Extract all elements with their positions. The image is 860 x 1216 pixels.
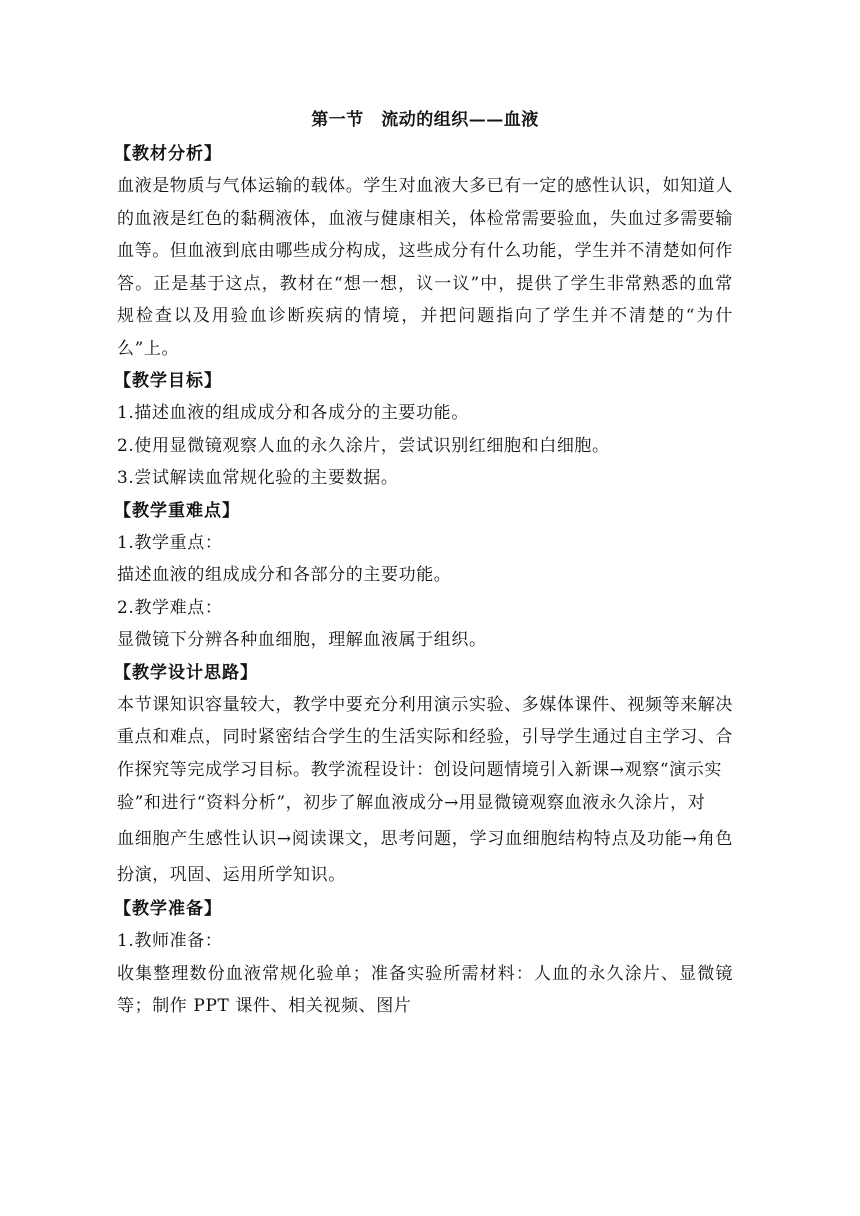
- focus-label: 1.教学重点：: [117, 532, 223, 553]
- difficulty-label: 2.教学难点：: [117, 597, 223, 618]
- goal-item-3: 3.尝试解读血常规化验的主要数据。: [117, 468, 399, 488]
- goal-item-1: 1.描述血液的组成成分和各成分的主要功能。: [117, 403, 469, 423]
- teacher-prep-text: 收集整理数份血液常规化验单；准备实验所需材料：人血的永久涂片、显微镜等；制作 PPT 课件、相关视频、图片: [117, 963, 733, 1016]
- teacher-prep-label: 1.教师准备：: [117, 931, 223, 951]
- heading-preparation: 【教学准备】: [114, 899, 222, 919]
- analysis-paragraph: 血液是物质与气体运输的载体。学生对血液大多已有一定的感性认识，如知道人的血液是红色的黏稠液体，血液与健康相关，体检常需要验血，失血过多需要输血等。但血液到底由哪些成分构成，这些成分有什么功能，学生并不清楚如何作答。正是基于这点，教材在“想一想，议一议”中，提供了学生非常熟悉的血常规检查以及用验血诊断疾病的情境，并把问题指向了学生并不清楚的“为什么”上。: [117, 176, 733, 359]
- design-paragraph-b: 验”和进行“资料分析”，初步了解血液成分→用显微镜观察血液永久涂片，对: [117, 793, 706, 813]
- goal-item-2: 2.使用显微镜观察人血的永久涂片，尝试识别红细胞和白细胞。: [117, 435, 610, 456]
- difficulty-text: 显微镜下分辨各种血细胞，理解血液属于组织。: [117, 630, 487, 650]
- heading-key-points: 【教学重难点】: [114, 500, 240, 521]
- design-paragraph-c: 血细胞产生感性认识→阅读课文，思考问题，学习血细胞结构特点及功能→角色扮演，巩固、运用所学知识。: [117, 829, 733, 885]
- heading-analysis: 【教材分析】: [114, 144, 222, 164]
- document-title: 第一节 流动的组织——血液: [311, 110, 539, 130]
- heading-design: 【教学设计思路】: [114, 662, 258, 683]
- focus-text: 描述血液的组成成分和各部分的主要功能。: [117, 565, 452, 585]
- design-paragraph-a: 本节课知识容量较大，教学中要充分利用演示实验、多媒体课件、视频等来解决重点和难点，同时紧密结合学生的生活实际和经验，引导学生通过自主学习、合作探究等完成学习目标。教学流程设计：创设问题情境引入新课→观察“演示实: [117, 694, 733, 780]
- document-page: [114, 106, 733, 1023]
- heading-goals: 【教学目标】: [114, 371, 222, 391]
